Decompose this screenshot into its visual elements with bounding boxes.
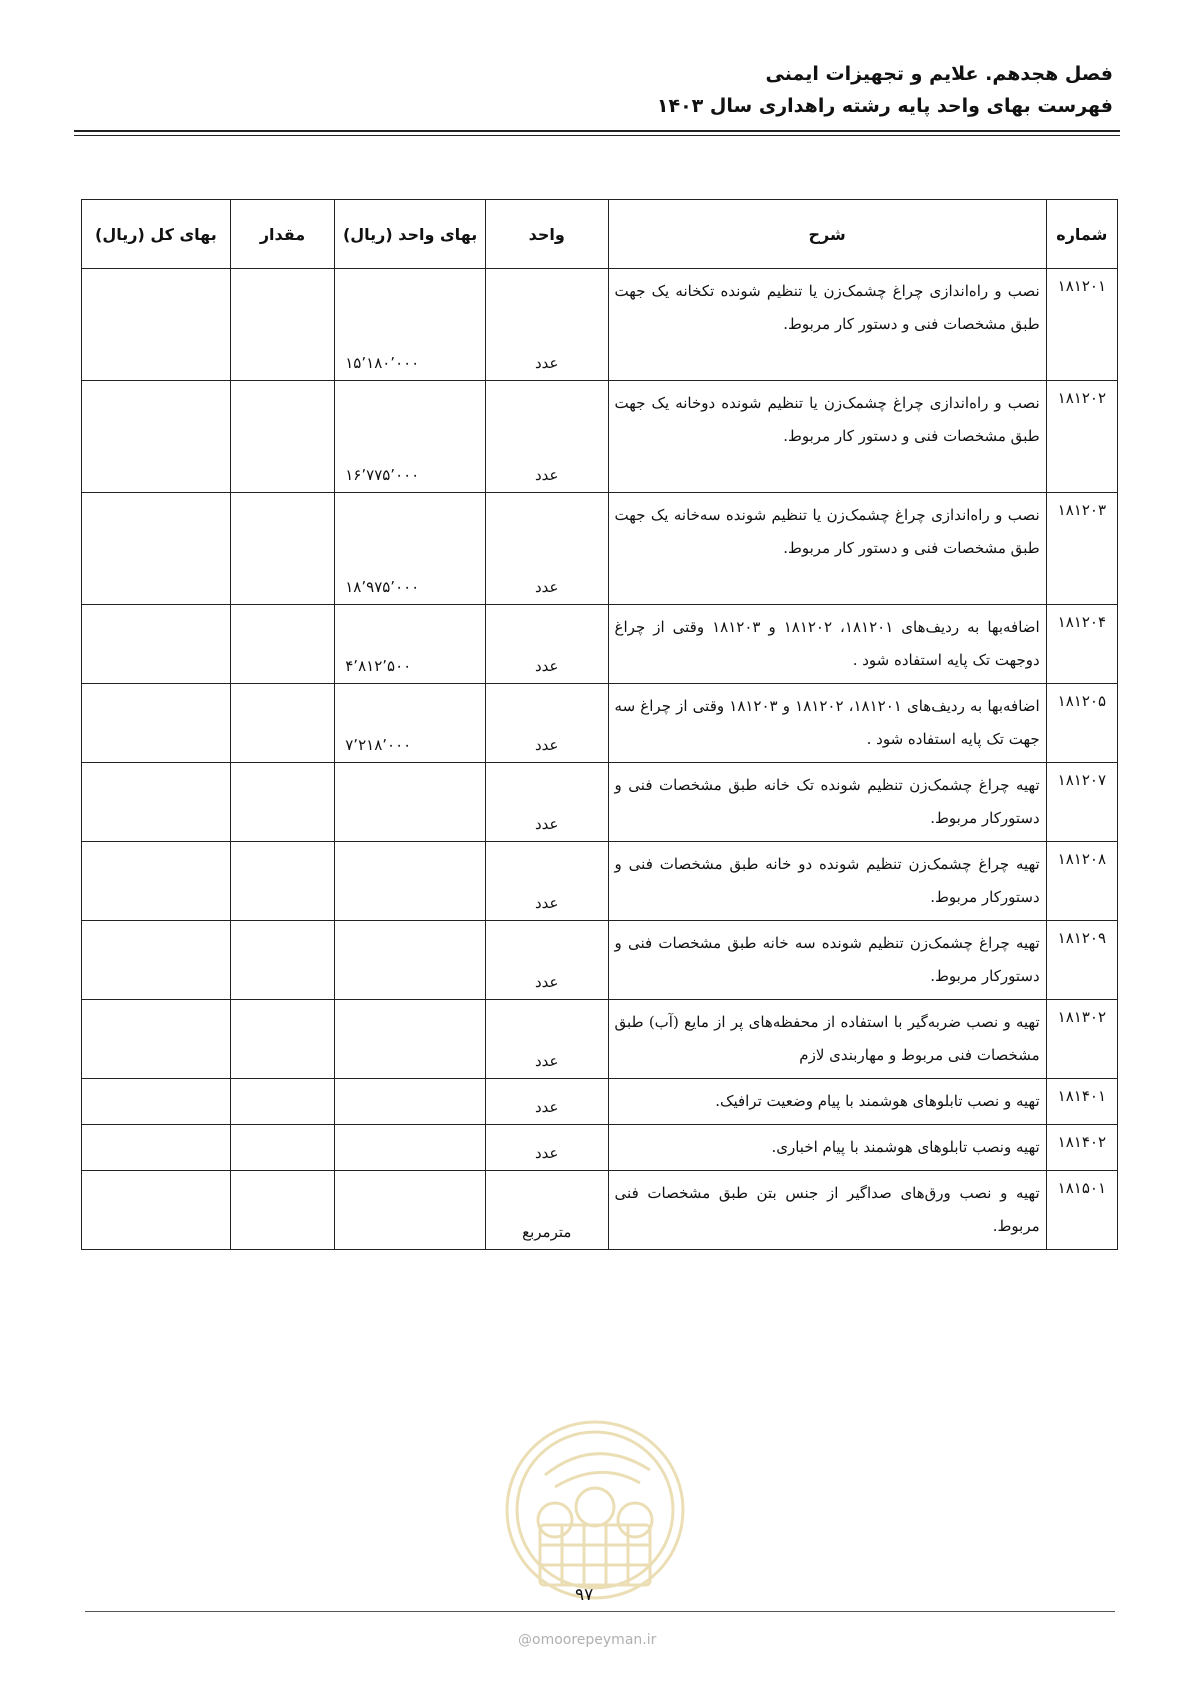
page-number: ۹۷ bbox=[575, 1585, 594, 1605]
table-row bbox=[82, 1171, 1118, 1250]
table-row bbox=[82, 1000, 1118, 1079]
table-header-row bbox=[82, 200, 1118, 269]
item-total-price bbox=[82, 1171, 231, 1250]
item-description: نصب و راه‌اندازی چراغ چشمک‌زن یا تنظیم شونده دوخانه یک جهت طبق مشخصات فنی و دستور کار مربوط. bbox=[608, 381, 1046, 493]
item-description: اضافه‌بها به ردیف‌های ۱۸۱۲۰۱، ۱۸۱۲۰۲ و ۱۸۱۲۰۳ وقتی از چراغ سه جهت تک پایه استفاده شود . bbox=[608, 684, 1046, 763]
table-row bbox=[82, 921, 1118, 1000]
item-unit: مترمربع bbox=[485, 1171, 608, 1250]
item-unit: عدد bbox=[485, 1079, 608, 1125]
item-number: ۱۸۱۲۰۸ bbox=[1046, 842, 1117, 921]
item-unit-price bbox=[335, 1171, 486, 1250]
table-row bbox=[82, 1125, 1118, 1171]
column-header-unit: واحد bbox=[485, 200, 608, 269]
item-unit: عدد bbox=[485, 269, 608, 381]
column-header-total-price: بهای کل (ریال) bbox=[82, 200, 231, 269]
table-row bbox=[82, 381, 1118, 493]
item-number: ۱۸۱۴۰۱ bbox=[1046, 1079, 1117, 1125]
item-number: ۱۸۱۲۰۳ bbox=[1046, 493, 1117, 605]
chapter-title: فصل هجدهم. علایم و تجهیزات ایمنی bbox=[765, 63, 1113, 85]
item-quantity bbox=[230, 1000, 335, 1079]
item-total-price bbox=[82, 842, 231, 921]
item-unit-price bbox=[335, 763, 486, 842]
item-unit-price: ۷٬۲۱۸٬۰۰۰ bbox=[335, 684, 486, 763]
item-unit: عدد bbox=[485, 605, 608, 684]
item-quantity bbox=[230, 921, 335, 1000]
item-number: ۱۸۱۵۰۱ bbox=[1046, 1171, 1117, 1250]
omoorepeyman-seal-logo bbox=[500, 1415, 690, 1615]
table-row bbox=[82, 493, 1118, 605]
column-header-description: شرح bbox=[608, 200, 1046, 269]
item-unit: عدد bbox=[485, 921, 608, 1000]
item-unit: عدد bbox=[485, 381, 608, 493]
item-description: تهیه و نصب ضربه‌گیر با استفاده از محفظه‌های پر از مایع (آب) طبق مشخصات فنی مربوط و مهاربندی لازم bbox=[608, 1000, 1046, 1079]
item-number: ۱۸۱۲۰۴ bbox=[1046, 605, 1117, 684]
header-rule-thick bbox=[74, 130, 1120, 132]
item-description: نصب و راه‌اندازی چراغ چشمک‌زن یا تنظیم شونده تکخانه یک جهت طبق مشخصات فنی و دستور کار مربوط. bbox=[608, 269, 1046, 381]
item-unit: عدد bbox=[485, 763, 608, 842]
item-number: ۱۸۱۲۰۱ bbox=[1046, 269, 1117, 381]
item-quantity bbox=[230, 1125, 335, 1171]
item-unit-price: ۴٬۸۱۲٬۵۰۰ bbox=[335, 605, 486, 684]
item-unit-price: ۱۵٬۱۸۰٬۰۰۰ bbox=[335, 269, 486, 381]
table-row bbox=[82, 684, 1118, 763]
item-unit-price: ۱۶٬۷۷۵٬۰۰۰ bbox=[335, 381, 486, 493]
page-header bbox=[657, 58, 1113, 122]
item-number: ۱۸۱۲۰۵ bbox=[1046, 684, 1117, 763]
price-list-subtitle: فهرست بهای واحد پایه رشته راهداری سال ۱۴۰۳ bbox=[656, 95, 1113, 117]
item-unit-price bbox=[335, 1000, 486, 1079]
item-quantity bbox=[230, 605, 335, 684]
item-quantity bbox=[230, 1171, 335, 1250]
item-total-price bbox=[82, 1125, 231, 1171]
item-unit: عدد bbox=[485, 842, 608, 921]
item-unit-price bbox=[335, 921, 486, 1000]
item-number: ۱۸۱۲۰۹ bbox=[1046, 921, 1117, 1000]
footer-rule bbox=[85, 1611, 1115, 1612]
item-description: تهیه ونصب تابلوهای هوشمند با پیام اخباری. bbox=[608, 1125, 1046, 1171]
item-total-price bbox=[82, 381, 231, 493]
column-header-quantity: مقدار bbox=[230, 200, 335, 269]
item-unit-price bbox=[335, 842, 486, 921]
item-quantity bbox=[230, 763, 335, 842]
item-unit: عدد bbox=[485, 1000, 608, 1079]
item-total-price bbox=[82, 1079, 231, 1125]
item-quantity bbox=[230, 493, 335, 605]
item-total-price bbox=[82, 269, 231, 381]
item-number: ۱۸۱۳۰۲ bbox=[1046, 1000, 1117, 1079]
item-total-price bbox=[82, 605, 231, 684]
item-unit: عدد bbox=[485, 684, 608, 763]
website-watermark: @omoorepeyman.ir bbox=[518, 1632, 657, 1648]
item-unit: عدد bbox=[485, 1125, 608, 1171]
item-description: نصب و راه‌اندازی چراغ چشمک‌زن یا تنظیم شونده سه‌خانه یک جهت طبق مشخصات فنی و دستور کار مربوط. bbox=[608, 493, 1046, 605]
item-quantity bbox=[230, 1079, 335, 1125]
column-header-number: شماره bbox=[1046, 200, 1117, 269]
item-number: ۱۸۱۲۰۲ bbox=[1046, 381, 1117, 493]
item-number: ۱۸۱۴۰۲ bbox=[1046, 1125, 1117, 1171]
table-row bbox=[82, 763, 1118, 842]
item-unit-price bbox=[335, 1079, 486, 1125]
item-unit-price bbox=[335, 1125, 486, 1171]
item-description: تهیه چراغ چشمک‌زن تنظیم شونده دو خانه طبق مشخصات فنی و دستورکار مربوط. bbox=[608, 842, 1046, 921]
column-header-unit-price: بهای واحد (ریال) bbox=[335, 200, 486, 269]
header-rule-thin bbox=[74, 135, 1120, 136]
item-total-price bbox=[82, 763, 231, 842]
item-description: تهیه چراغ چشمک‌زن تنظیم شونده تک خانه طبق مشخصات فنی و دستورکار مربوط. bbox=[608, 763, 1046, 842]
item-description: تهیه و نصب تابلوهای هوشمند با پیام وضعیت ترافیک. bbox=[608, 1079, 1046, 1125]
item-quantity bbox=[230, 269, 335, 381]
item-unit: عدد bbox=[485, 493, 608, 605]
table-row bbox=[82, 605, 1118, 684]
item-total-price bbox=[82, 921, 231, 1000]
price-table bbox=[81, 199, 1118, 1250]
item-total-price bbox=[82, 493, 231, 605]
item-unit-price: ۱۸٬۹۷۵٬۰۰۰ bbox=[335, 493, 486, 605]
item-description: تهیه و نصب ورق‌های صداگیر از جنس بتن طبق مشخصات فنی مربوط. bbox=[608, 1171, 1046, 1250]
item-description: تهیه چراغ چشمک‌زن تنظیم شونده سه خانه طبق مشخصات فنی و دستورکار مربوط. bbox=[608, 921, 1046, 1000]
table-row bbox=[82, 842, 1118, 921]
item-quantity bbox=[230, 684, 335, 763]
item-description: اضافه‌بها به ردیف‌های ۱۸۱۲۰۱، ۱۸۱۲۰۲ و ۱۸۱۲۰۳ وقتی از چراغ دوجهت تک پایه استفاده شود . bbox=[608, 605, 1046, 684]
item-total-price bbox=[82, 1000, 231, 1079]
table-row bbox=[82, 269, 1118, 381]
item-quantity bbox=[230, 842, 335, 921]
item-number: ۱۸۱۲۰۷ bbox=[1046, 763, 1117, 842]
item-quantity bbox=[230, 381, 335, 493]
table-row bbox=[82, 1079, 1118, 1125]
item-total-price bbox=[82, 684, 231, 763]
